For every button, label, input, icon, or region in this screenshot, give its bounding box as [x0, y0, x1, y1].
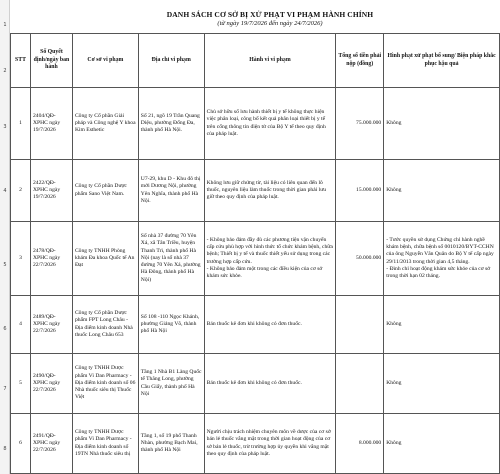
extra-line: Không — [386, 186, 402, 193]
row-number[interactable]: 5 — [3, 262, 7, 268]
sheet-subtitle: (từ ngày 19/7/2026 đến ngày 24/7/2026) — [217, 20, 323, 27]
sheet-title: DANH SÁCH CƠ SỞ BỊ XỬ PHẠT VI PHẠM HÀNH CHÍNH — [166, 10, 374, 19]
cell-extra[interactable] — [384, 160, 500, 222]
extra-line: - Đình chỉ hoạt động khám sức khỏe của cơ sở trong thời hạn 02 tháng. — [386, 265, 491, 280]
extra-line: Không — [386, 439, 402, 446]
row-number-column — [0, 0, 10, 474]
table-row — [11, 88, 500, 160]
cell-decision[interactable]: 2491/QĐ-XPHC ngày 22/7/2026 — [30, 414, 72, 474]
extra-line: Không — [386, 379, 402, 386]
cell-violation[interactable]: Không lưu giữ chứng từ, tài liệu có liên quan đến lô thuốc, nguyên liệu làm thuốc trong thời gian phải lưu giữ theo quy định của pháp luật. — [204, 160, 336, 222]
cell-fine[interactable]: 50.000.000 — [336, 222, 384, 296]
cell-address[interactable]: U7-29, khu D - Khu đô thị mới Dương Nội, phường Yên Nghĩa, thành phố Hà Nội. — [138, 160, 204, 222]
row-number[interactable]: 6 — [3, 326, 7, 332]
cell-fine[interactable]: 8.000.000 — [336, 414, 384, 474]
table-row — [11, 222, 500, 296]
row-number[interactable]: 8 — [3, 446, 7, 452]
cell-decision[interactable]: 2489/QĐ-XPHC ngày 22/7/2026 — [30, 296, 72, 354]
cell-stt[interactable]: 6 — [11, 414, 31, 474]
cell-address[interactable]: Tầng 1, số 19 phố Thanh Nhàn, phường Bạch Mai, thành phố Hà Nội — [138, 414, 204, 474]
cell-extra[interactable] — [384, 414, 500, 474]
cell-facility[interactable]: Công ty TNHH Dược phẩm Vi Dan Pharmacy - Địa điểm kinh doanh số 19TN Nhà thuốc siêu thị — [72, 414, 138, 474]
extra-line: - Tước quyền sử dụng Chứng chỉ hành nghề khám bệnh, chữa bệnh số 0010120/BYT-CCHN của ông Nguyễn Văn Quân do Bộ Y tế cấp ngày 29/11/2013 trong thời gian 4,5 tháng. — [386, 236, 494, 265]
cell-address[interactable]: Số nhà 37 đường 70 Yên Xá, xã Tân Triều, huyện Thanh Trì, thành phố Hà Nội (nay là số nhà 37 đường 70 Yên Xá, phường Hà Đông, thành phố Hà Nội) — [138, 222, 204, 296]
cell-extra[interactable] — [384, 88, 500, 160]
cell-violation[interactable]: Người chịu trách nhiệm chuyên môn về dược của cơ sở bán lẻ thuốc vắng mặt trong thời gian hoạt động của cơ sở bán lẻ thuốc, trừ trường hợp ủy quyền khi vắng mặt theo quy định của pháp luật. — [204, 414, 336, 474]
cell-facility[interactable]: Công ty Cổ phần Giải pháp và Công nghệ Y khoa Kim Esthetic — [72, 88, 138, 160]
header-address[interactable]: Địa chỉ vi phạm — [138, 34, 204, 88]
row-number[interactable]: 2 — [3, 68, 7, 74]
table-row — [11, 160, 500, 222]
table-row — [11, 414, 500, 474]
cell-address[interactable]: Số 21, ngõ 19 Trần Quang Diệu, phường Đống Đa, thành phố Hà Nội. — [138, 88, 204, 160]
violation-text: - Không bảo đảm đầy đủ các phương tiện vận chuyển cấp cứu phù hợp với hình thức tổ chức khám bệnh, chữa bệnh; Thiết bị y tế và thuốc thiết yếu sử dụng trong các trường hợp cấp cứu. - Không bảo đảm một trong các điều kiện của cơ sở khám sức khỏe. — [206, 236, 333, 280]
cell-address[interactable]: Tầng 1 Nhà B1 Làng Quốc tế Thăng Long, phường Cầu Giấy, thành phố Hà Nội — [138, 354, 204, 414]
table-row — [11, 296, 500, 354]
row-number[interactable]: 3 — [3, 124, 7, 130]
cell-facility[interactable]: Công ty TNHH Dược phẩm Vi Dan Pharmacy - Địa điểm kinh doanh số 06 Nhà thuốc siêu thị Thuốc Việt — [72, 354, 138, 414]
cell-violation[interactable]: Bán thuốc kê đơn khi không có đơn thuốc. — [204, 354, 336, 414]
cell-address[interactable]: Số 108 -110 Ngọc Khánh, phường Giảng Võ, thành phố Hà Nội — [138, 296, 204, 354]
cell-facility[interactable]: Công ty TNHH Phòng khám Đa khoa Quốc tế An Đạt — [72, 222, 138, 296]
table-header-row — [11, 34, 500, 88]
cell-decision[interactable]: 2404/QĐ-XPHC ngày 19/7/2026 — [30, 88, 72, 160]
cell-facility[interactable]: Công ty Cổ phần Dược phẩm Sano Việt Nam. — [72, 160, 138, 222]
cell-decision[interactable]: 2478/QĐ-XPHC ngày 22/7/2026 — [30, 222, 72, 296]
cell-fine[interactable]: 15.000.000 — [336, 160, 384, 222]
cell-fine[interactable]: 75.000.000 — [336, 88, 384, 160]
cell-violation[interactable]: Chủ sở hữu số lưu hành thiết bị y tế không thực hiện việc phân loại, công bố kết quả phân loại thiết bị y tế trên cổng thông tin điện tử của Bộ Y tế theo quy định của pháp luật. — [204, 88, 336, 160]
header-facility[interactable]: Cơ sở vi phạm — [72, 34, 138, 88]
header-decision[interactable]: Số Quyết định/ngày ban hành — [30, 34, 72, 88]
violations-table — [10, 33, 500, 474]
header-violation[interactable]: Hành vi vi phạm — [204, 34, 336, 88]
cell-stt[interactable]: 2 — [11, 160, 31, 222]
header-stt[interactable]: STT — [11, 34, 31, 88]
header-fine[interactable]: Tổng số tiền phải nộp (đồng) — [336, 34, 384, 88]
cell-fine[interactable] — [336, 296, 384, 354]
cell-stt[interactable]: 3 — [11, 222, 31, 296]
table-row — [11, 354, 500, 414]
extra-line: Không — [386, 119, 402, 126]
cell-extra[interactable] — [384, 222, 500, 296]
cell-stt[interactable]: 4 — [11, 296, 31, 354]
cell-facility[interactable]: Công ty Cổ phần Dược phẩm FPT Long Châu - Địa điểm kinh doanh Nhà thuốc Long Châu 653 — [72, 296, 138, 354]
cell-stt[interactable]: 1 — [11, 88, 31, 160]
cell-fine[interactable] — [336, 354, 384, 414]
cell-violation[interactable]: Bán thuốc kê đơn khi không có đơn thuốc. — [204, 296, 336, 354]
cell-decision[interactable]: 2490/QĐ-XPHC ngày 22/7/2026 — [30, 354, 72, 414]
cell-decision[interactable]: 2422/QĐ-XPHC ngày 19/7/2026 — [30, 160, 72, 222]
cell-violation[interactable] — [204, 222, 336, 296]
header-extra[interactable]: Hình phạt xử phạt bổ sung/ Biện pháp khắc phục hậu quả — [384, 34, 500, 88]
extra-line: Không — [386, 320, 402, 327]
row-number[interactable]: 4 — [3, 188, 7, 194]
cell-stt[interactable]: 5 — [11, 354, 31, 414]
row-number[interactable]: 1 — [3, 22, 7, 28]
row-number[interactable]: 7 — [3, 386, 7, 392]
cell-extra[interactable] — [384, 296, 500, 354]
cell-extra[interactable] — [384, 354, 500, 414]
